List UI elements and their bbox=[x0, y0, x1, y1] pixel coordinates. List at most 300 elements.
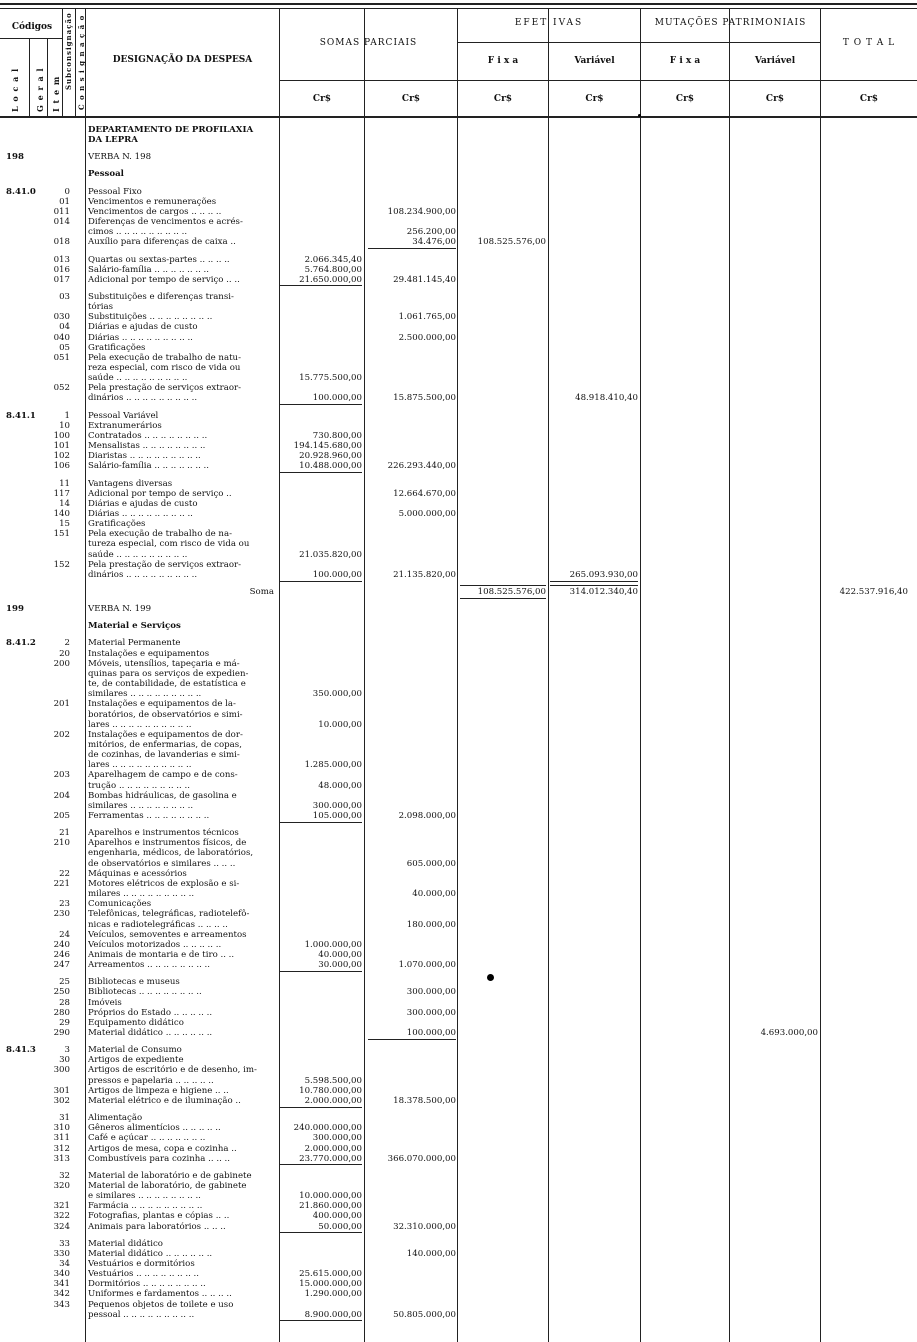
partial-sum-b: 108.234.900,00 bbox=[387, 206, 456, 217]
table-row bbox=[0, 187, 917, 197]
header-bottom-rule bbox=[0, 116, 917, 118]
partial-sum-b: 15.875.500,00 bbox=[393, 393, 456, 404]
subtotal-rule bbox=[280, 971, 362, 972]
total-header: T O T A L bbox=[842, 38, 896, 48]
table-row bbox=[0, 1300, 917, 1310]
table-row bbox=[0, 1191, 917, 1201]
designation: similares .. .. .. .. .. .. .. .. .. bbox=[88, 689, 202, 700]
subtotal-rule bbox=[280, 1107, 362, 1108]
partial-sum-b: 140.000,00 bbox=[406, 1248, 456, 1259]
designation: mitórios, de enfermarias, de copas, bbox=[88, 739, 242, 750]
partial-sum-b: 1.061.765,00 bbox=[398, 312, 456, 323]
subtotal-rule bbox=[280, 1164, 362, 1165]
table-row bbox=[0, 801, 917, 811]
item-code: 03 bbox=[59, 291, 70, 302]
designation: Diferenças de vencimentos e acrés- bbox=[88, 217, 243, 228]
designation: Material de Consumo bbox=[88, 1045, 182, 1056]
table-row bbox=[0, 1269, 917, 1279]
table-row bbox=[0, 461, 917, 471]
designation: tórias bbox=[88, 302, 114, 313]
designation: e similares .. .. .. .. .. .. .. .. bbox=[88, 1191, 201, 1202]
designation: Adicional por tempo de serviço .. .. bbox=[88, 274, 240, 285]
designation: boratórios, de observatórios e simi- bbox=[88, 709, 243, 720]
codigos-header: Códigos bbox=[11, 22, 53, 32]
partial-sum-a: 2.066.345,40 bbox=[304, 254, 362, 265]
efetivas-variavel-value: 265.093.930,00 bbox=[569, 569, 638, 580]
designation: Bibliotecas e museus bbox=[88, 977, 180, 988]
designation: Material de laboratório, de gabinete bbox=[88, 1180, 247, 1191]
col-rule-local bbox=[29, 38, 30, 117]
item-code: 204 bbox=[53, 790, 70, 801]
table-row bbox=[0, 529, 917, 539]
table-row bbox=[0, 322, 917, 332]
designation: Pela prestação de serviços extraor- bbox=[88, 383, 242, 394]
item-code: 340 bbox=[53, 1269, 70, 1280]
designation: VERBA N. 199 bbox=[88, 604, 152, 615]
partial-sum-a: 10.000.000,00 bbox=[299, 1191, 362, 1202]
designation: Salário-família .. .. .. .. .. .. .. bbox=[88, 461, 210, 472]
subtotal-rule bbox=[368, 1039, 456, 1040]
designation: de observatórios e similares .. .. .. bbox=[88, 858, 236, 869]
item-code: 14 bbox=[59, 498, 70, 509]
partial-sum-b: 34.476,00 bbox=[412, 237, 456, 248]
table-row bbox=[0, 1211, 917, 1221]
table-row bbox=[0, 275, 917, 285]
designation: Pela execução de trabalho de na- bbox=[88, 529, 232, 540]
designation: Auxílio para diferenças de caixa .. bbox=[88, 237, 236, 248]
top-rule-2 bbox=[0, 8, 917, 9]
designation: VERBA N. 198 bbox=[88, 152, 152, 163]
table-row bbox=[0, 411, 917, 421]
item-code: 240 bbox=[53, 939, 70, 950]
partial-sum-a: 2.000.000,00 bbox=[304, 1143, 362, 1154]
table-row bbox=[0, 343, 917, 353]
table-row bbox=[0, 720, 917, 730]
item-code: 321 bbox=[53, 1201, 70, 1212]
designation: Fotografias, plantas e cópias .. .. bbox=[88, 1211, 230, 1222]
partial-sum-a: 350.000,00 bbox=[312, 689, 362, 700]
efetivas-variavel-value: 48.918.410,40 bbox=[575, 393, 638, 404]
item-code: 201 bbox=[53, 699, 70, 710]
item-code: 017 bbox=[53, 274, 70, 285]
item-code: 102 bbox=[53, 451, 70, 462]
table-row bbox=[0, 791, 917, 801]
currency-efetivas-variavel: Cr$ bbox=[585, 94, 604, 104]
designation: engenharia, médicos, de laboratórios, bbox=[88, 848, 254, 859]
designation: pressos e papelaria .. .. .. .. .. bbox=[88, 1075, 214, 1086]
partial-sum-b: 40.000,00 bbox=[412, 889, 456, 900]
designation: Pela execução de trabalho de natu- bbox=[88, 352, 241, 363]
designation: te, de contabilidade, de estatística e bbox=[88, 679, 246, 690]
designation: reza especial, com risco de vida ou bbox=[88, 363, 241, 373]
table-row bbox=[0, 1133, 917, 1143]
designation: Instalações e equipamentos de la- bbox=[88, 699, 236, 710]
geral-header: G e r a l bbox=[35, 67, 45, 112]
item-code: 04 bbox=[59, 322, 70, 333]
col-rule-sub bbox=[75, 8, 76, 117]
currency-total: Cr$ bbox=[859, 94, 879, 104]
subtotal-rule bbox=[280, 472, 362, 473]
table-row bbox=[0, 940, 917, 950]
table-row bbox=[0, 135, 917, 145]
table-row bbox=[0, 587, 917, 597]
item-code: 052 bbox=[53, 383, 70, 394]
designation: Artigos de escritório e de desenho, im- bbox=[88, 1065, 257, 1076]
designation: Instalações e equipamentos bbox=[88, 648, 210, 659]
item-code: 100 bbox=[53, 430, 70, 441]
item-header: I t e m bbox=[51, 75, 61, 112]
item-code: 28 bbox=[59, 997, 70, 1008]
sum-rule bbox=[550, 585, 638, 586]
designation: Substituições .. .. .. .. .. .. .. .. bbox=[88, 312, 213, 323]
designation: Máquinas e acessórios bbox=[88, 868, 187, 879]
table-row bbox=[0, 312, 917, 322]
table-row bbox=[0, 1018, 917, 1028]
table-row bbox=[0, 1154, 917, 1164]
table-row bbox=[0, 604, 917, 614]
table-row bbox=[0, 570, 917, 580]
currency-somas-b: Cr$ bbox=[401, 94, 421, 104]
partial-sum-b: 226.293.440,00 bbox=[387, 461, 456, 472]
table-row bbox=[0, 1008, 917, 1018]
currency-efetivas-fixa: Cr$ bbox=[493, 94, 513, 104]
designation: trução .. .. .. .. .. .. .. .. .. bbox=[88, 780, 190, 791]
local-code: 8.41.2 bbox=[6, 638, 36, 649]
designation: Diárias .. .. .. .. .. .. .. .. .. bbox=[88, 332, 193, 343]
table-row bbox=[0, 879, 917, 889]
partial-sum-a: 48.000,00 bbox=[318, 780, 362, 791]
designation: Material e Serviços bbox=[88, 621, 181, 632]
partial-sum-a: 23.770.000,00 bbox=[299, 1153, 362, 1164]
designation: Pessoal Variável bbox=[88, 410, 159, 421]
table-row bbox=[0, 1055, 917, 1065]
item-code: 11 bbox=[59, 478, 70, 489]
designation: Comunicações bbox=[88, 899, 152, 910]
designation: dinários .. .. .. .. .. .. .. .. .. bbox=[88, 569, 198, 580]
table-row bbox=[0, 227, 917, 237]
designation: Gratificações bbox=[88, 342, 146, 353]
item-code: 030 bbox=[53, 312, 70, 323]
subtotal-rule bbox=[280, 1232, 362, 1233]
item-code: 34 bbox=[59, 1259, 70, 1269]
table-row bbox=[0, 960, 917, 970]
table-row bbox=[0, 431, 917, 441]
table-row bbox=[0, 828, 917, 838]
designation: Artigos de limpeza e higiene .. .. bbox=[88, 1085, 229, 1096]
table-row bbox=[0, 393, 917, 403]
designation: Soma bbox=[249, 587, 274, 597]
designation: Diárias .. .. .. .. .. .. .. .. .. bbox=[88, 508, 193, 519]
table-row bbox=[0, 750, 917, 760]
currency-somas-a: Cr$ bbox=[312, 94, 332, 104]
partial-sum-a: 21.860.000,00 bbox=[299, 1201, 362, 1212]
designation: Contratados .. .. .. .. .. .. .. .. bbox=[88, 430, 208, 441]
item-code: 051 bbox=[53, 352, 70, 363]
designation: Pessoal bbox=[88, 169, 124, 180]
item-code: 311 bbox=[53, 1133, 70, 1144]
partial-sum-a: 100.000,00 bbox=[312, 569, 362, 580]
designation: Animais de montaria e de tiro .. .. bbox=[88, 949, 235, 960]
local-code: 199 bbox=[6, 604, 24, 615]
partial-sum-a: 730.800,00 bbox=[312, 430, 362, 441]
partial-sum-a: 15.000.000,00 bbox=[299, 1279, 362, 1290]
item-code: 151 bbox=[53, 529, 70, 540]
item-code: 290 bbox=[53, 1028, 70, 1038]
partial-sum-a: 1.285.000,00 bbox=[304, 760, 362, 771]
item-code: 200 bbox=[53, 658, 70, 669]
partial-sum-b: 180.000,00 bbox=[406, 919, 456, 930]
item-code: 05 bbox=[59, 342, 70, 353]
table-row bbox=[0, 679, 917, 689]
designation: saúde .. .. .. .. .. .. .. .. .. bbox=[88, 373, 188, 384]
table-row bbox=[0, 169, 917, 179]
group-rule bbox=[457, 42, 820, 43]
designation: Alimentação bbox=[88, 1113, 143, 1124]
table-row bbox=[0, 1076, 917, 1086]
partial-sum-b: 300.000,00 bbox=[406, 987, 456, 998]
designation: Material de laboratório e de gabinete bbox=[88, 1170, 252, 1181]
table-row bbox=[0, 889, 917, 899]
partial-sum-b: 21.135.820,00 bbox=[393, 569, 456, 580]
designation: Dormitórios .. .. .. .. .. .. .. .. bbox=[88, 1279, 206, 1290]
item-code: 2 bbox=[64, 638, 70, 649]
mutacoes-fixa-header: F i x a bbox=[669, 56, 701, 66]
designation: Vencimentos e remunerações bbox=[88, 196, 217, 207]
total-value: 422.537.916,40 bbox=[839, 587, 908, 597]
local-code: 198 bbox=[6, 152, 24, 163]
local-header: L o c a l bbox=[10, 67, 20, 112]
item-code: 140 bbox=[53, 508, 70, 519]
partial-sum-b: 366.070.000,00 bbox=[387, 1153, 456, 1164]
partial-sum-b: 12.664.670,00 bbox=[393, 488, 456, 499]
partial-sum-a: 5.598.500,00 bbox=[304, 1075, 362, 1086]
item-code: 32 bbox=[59, 1170, 70, 1181]
designation: nicas e radiotelegráficas .. .. .. .. bbox=[88, 919, 228, 930]
ink-speck bbox=[638, 114, 641, 117]
designation: Móveis, utensílios, tapeçaria e má- bbox=[88, 658, 240, 669]
top-rule bbox=[0, 3, 917, 5]
table-row bbox=[0, 207, 917, 217]
consignacao-header: C o n s i g n a ç ã o bbox=[77, 14, 86, 110]
table-row bbox=[0, 1028, 917, 1038]
item-code: 302 bbox=[53, 1095, 70, 1106]
designation: Aparelhos e instrumentos físicos, de bbox=[88, 838, 247, 849]
subtotal-rule bbox=[280, 285, 362, 286]
subtotal-rule bbox=[280, 404, 362, 405]
table-row bbox=[0, 740, 917, 750]
item-code: 1 bbox=[64, 410, 70, 421]
table-row bbox=[0, 638, 917, 648]
designation: dinários .. .. .. .. .. .. .. .. .. bbox=[88, 393, 198, 404]
partial-sum-a: 10.780.000,00 bbox=[299, 1085, 362, 1096]
table-row bbox=[0, 1171, 917, 1181]
partial-sum-a: 21.650.000,00 bbox=[299, 274, 362, 285]
table-row bbox=[0, 950, 917, 960]
table-row bbox=[0, 363, 917, 373]
table-row bbox=[0, 659, 917, 669]
designation: Ferramentas .. .. .. .. .. .. .. .. bbox=[88, 811, 210, 821]
table-row bbox=[0, 1222, 917, 1232]
partial-sum-b: 2.500.000,00 bbox=[398, 332, 456, 343]
designacao-header: DESIGNAÇÃO DA DESPESA bbox=[112, 55, 253, 65]
item-code: 040 bbox=[53, 332, 70, 343]
designation: Próprios do Estado .. .. .. .. .. bbox=[88, 1007, 213, 1018]
table-row bbox=[0, 421, 917, 431]
designation: saúde .. .. .. .. .. .. .. .. .. bbox=[88, 549, 188, 560]
item-code: 313 bbox=[53, 1153, 70, 1164]
designation: Vantagens diversas bbox=[88, 478, 173, 489]
table-row bbox=[0, 710, 917, 720]
designation: Vencimentos de cargos .. .. .. .. bbox=[88, 206, 222, 217]
designation: Combustíveis para cozinha .. .. .. bbox=[88, 1153, 231, 1164]
table-row bbox=[0, 152, 917, 162]
efetivas-fixa-value: 108.525.576,00 bbox=[477, 587, 546, 597]
item-code: 250 bbox=[53, 987, 70, 998]
table-row bbox=[0, 441, 917, 451]
designation: similares .. .. .. .. .. .. .. .. bbox=[88, 800, 194, 811]
table-row bbox=[0, 479, 917, 489]
designation: Material didático .. .. .. .. .. .. bbox=[88, 1248, 213, 1259]
partial-sum-a: 10.488.000,00 bbox=[299, 461, 362, 472]
table-row bbox=[0, 333, 917, 343]
designation: Adicional por tempo de serviço .. bbox=[88, 488, 232, 499]
subtotal-rule bbox=[280, 581, 362, 582]
table-row bbox=[0, 1259, 917, 1269]
local-code: 8.41.1 bbox=[6, 410, 36, 421]
item-code: 23 bbox=[59, 899, 70, 910]
designation: Diárias e ajudas de custo bbox=[88, 498, 198, 509]
partial-sum-b: 2.098.000,00 bbox=[398, 811, 456, 821]
table-row bbox=[0, 930, 917, 940]
table-row bbox=[0, 217, 917, 227]
designation: Bibliotecas .. .. .. .. .. .. .. .. bbox=[88, 987, 202, 998]
table-row bbox=[0, 1279, 917, 1289]
partial-sum-b: 1.070.000,00 bbox=[398, 960, 456, 971]
mutacoes-header: MUTAÇÕES PATRIMONIAIS bbox=[654, 18, 807, 28]
designation: tureza especial, com risco de vida ou bbox=[88, 539, 250, 550]
partial-sum-b: 29.481.145,40 bbox=[393, 274, 456, 285]
table-row bbox=[0, 255, 917, 265]
designation: Aparelhos e instrumentos técnicos bbox=[88, 828, 239, 839]
partial-sum-b: 100.000,00 bbox=[406, 1028, 456, 1038]
table-row bbox=[0, 519, 917, 529]
currency-mutacoes-fixa: Cr$ bbox=[675, 94, 695, 104]
subtotal-rule bbox=[460, 598, 546, 599]
partial-sum-a: 30.000,00 bbox=[318, 960, 362, 971]
designation: Aparelhagem de campo e de cons- bbox=[88, 770, 238, 781]
designation: Material elétrico e de iluminação .. bbox=[88, 1095, 241, 1106]
designation: Salário-família .. .. .. .. .. .. .. bbox=[88, 264, 210, 275]
designation: Diaristas .. .. .. .. .. .. .. .. .. bbox=[88, 451, 201, 462]
item-code: 101 bbox=[53, 441, 70, 452]
item-code: 280 bbox=[53, 1007, 70, 1018]
table-row bbox=[0, 1113, 917, 1123]
item-code: 300 bbox=[53, 1065, 70, 1076]
designation: de cozinhas, de lavanderias e simi- bbox=[88, 750, 240, 761]
item-code: 310 bbox=[53, 1123, 70, 1134]
currency-rule bbox=[279, 80, 917, 81]
designation: Animais para laboratórios .. .. .. bbox=[88, 1221, 226, 1232]
item-code: 15 bbox=[59, 519, 70, 530]
item-code: 330 bbox=[53, 1248, 70, 1259]
subtotal-rule bbox=[550, 581, 638, 582]
designation: quinas para os serviços de expedien- bbox=[88, 668, 249, 679]
item-code: 3 bbox=[64, 1045, 70, 1056]
designation: Material Permanente bbox=[88, 638, 181, 649]
table-row bbox=[0, 1239, 917, 1249]
designation: Quartas ou sextas-partes .. .. .. .. bbox=[88, 254, 230, 265]
efetivas-variavel-header: Variável bbox=[574, 56, 615, 66]
currency-mutacoes-variavel: Cr$ bbox=[765, 94, 785, 104]
item-code: 312 bbox=[53, 1143, 70, 1154]
table-row bbox=[0, 489, 917, 499]
item-code: 29 bbox=[59, 1017, 70, 1028]
item-code: 018 bbox=[53, 237, 70, 248]
designation: Veículos, semoventes e arreamentos bbox=[88, 929, 247, 940]
designation: pessoal .. .. .. .. .. .. .. .. .. bbox=[88, 1309, 195, 1320]
item-code: 322 bbox=[53, 1211, 70, 1222]
table-row bbox=[0, 539, 917, 549]
sum-rule bbox=[460, 585, 546, 586]
partial-sum-a: 2.000.000,00 bbox=[304, 1095, 362, 1106]
subtotal-rule bbox=[280, 822, 362, 823]
table-row bbox=[0, 899, 917, 909]
table-row bbox=[0, 977, 917, 987]
partial-sum-b: 5.000.000,00 bbox=[398, 508, 456, 519]
item-code: 301 bbox=[53, 1085, 70, 1096]
partial-sum-b: 32.310.000,00 bbox=[393, 1221, 456, 1232]
table-row bbox=[0, 373, 917, 383]
item-code: 205 bbox=[53, 811, 70, 821]
designation: DEPARTAMENTO DE PROFILAXIA bbox=[88, 125, 254, 135]
item-code: 247 bbox=[53, 960, 70, 971]
item-code: 20 bbox=[59, 648, 70, 659]
table-row bbox=[0, 649, 917, 659]
designation: Vestuários .. .. .. .. .. .. .. .. bbox=[88, 1269, 200, 1280]
item-code: 0 bbox=[64, 186, 70, 197]
item-code: 10 bbox=[59, 420, 70, 431]
partial-sum-a: 20.928.960,00 bbox=[299, 451, 362, 462]
item-code: 324 bbox=[53, 1221, 70, 1232]
local-code: 8.41.3 bbox=[6, 1045, 36, 1056]
designation: Instalações e equipamentos de dor- bbox=[88, 729, 243, 740]
item-code: 33 bbox=[59, 1238, 70, 1249]
partial-sum-b: 18.378.500,00 bbox=[393, 1095, 456, 1106]
designation: Pessoal Fixo bbox=[88, 186, 142, 197]
table-row bbox=[0, 499, 917, 509]
designation: Farmácia .. .. .. .. .. .. .. .. .. bbox=[88, 1201, 203, 1212]
codigos-rule bbox=[0, 38, 62, 39]
partial-sum-a: 240.000.000,00 bbox=[293, 1123, 362, 1134]
table-row bbox=[0, 237, 917, 247]
partial-sum-a: 194.145.680,00 bbox=[293, 441, 362, 452]
table-row bbox=[0, 730, 917, 740]
designation: Material didático .. .. .. .. .. .. bbox=[88, 1028, 213, 1038]
designation: Gratificações bbox=[88, 519, 146, 530]
table-row bbox=[0, 760, 917, 770]
designation: Arreamentos .. .. .. .. .. .. .. .. bbox=[88, 960, 210, 971]
table-row bbox=[0, 197, 917, 207]
table-row bbox=[0, 1289, 917, 1299]
item-code: 341 bbox=[53, 1279, 70, 1290]
designation: Equipamento didático bbox=[88, 1017, 184, 1028]
table-row bbox=[0, 1201, 917, 1211]
item-code: 31 bbox=[59, 1113, 70, 1124]
item-code: 25 bbox=[59, 977, 70, 988]
local-code: 8.41.0 bbox=[6, 186, 36, 197]
item-code: 320 bbox=[53, 1180, 70, 1191]
partial-sum-a: 25.615.000,00 bbox=[299, 1269, 362, 1280]
